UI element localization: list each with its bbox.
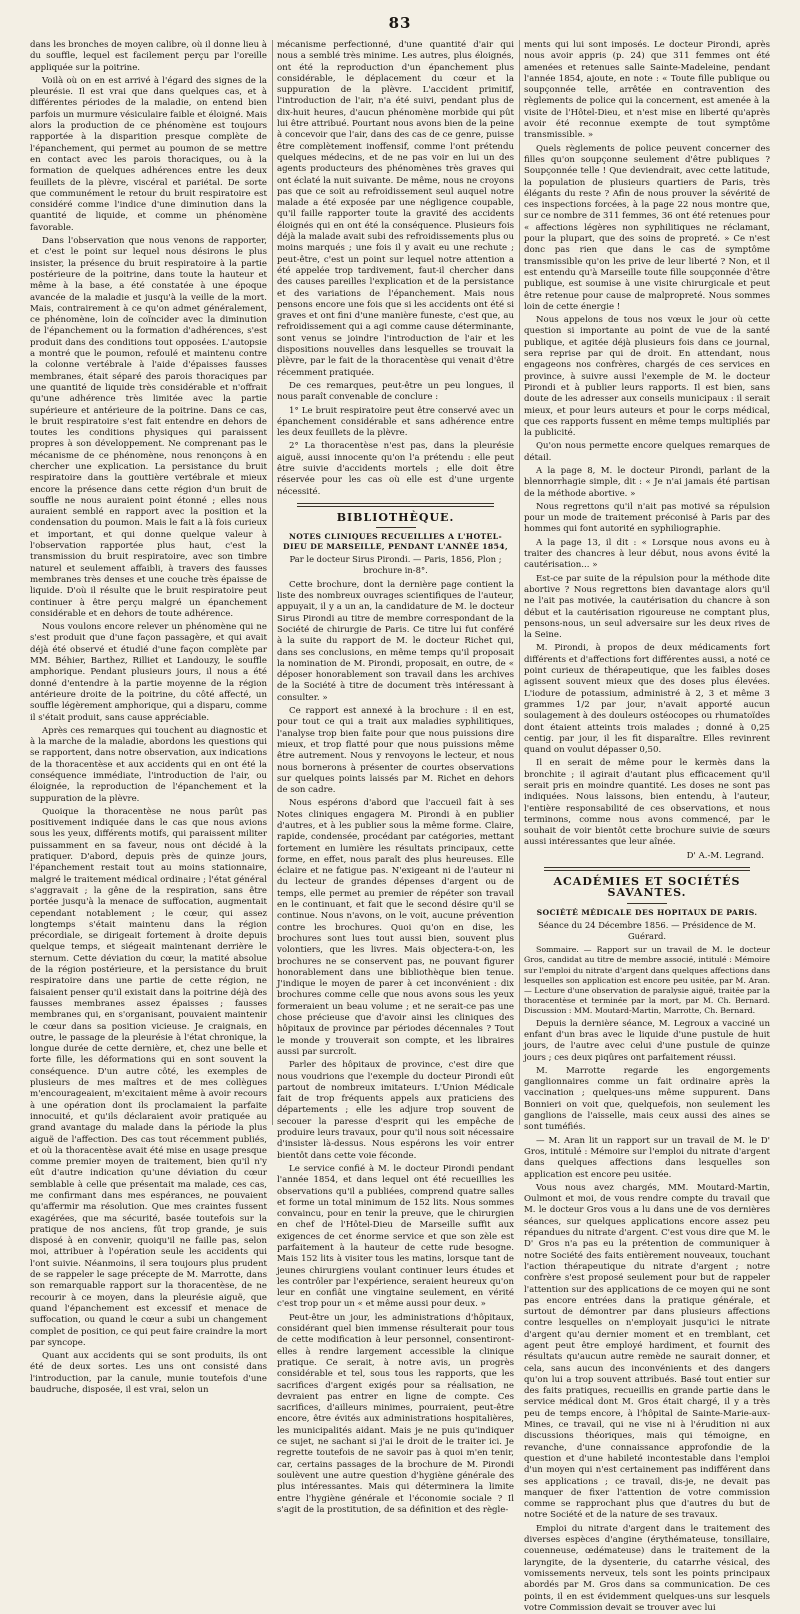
column-2 (277, 40, 514, 1515)
paragraph: Après ces remarques qui touchent au diagnostic et à la marche de la maladie, abordons les questions qui se rapportent, dans notre observation, aux indications de la thoracentèse et aux accidents qui en ont été la conséquence immédiate, l'introduction de l'air, ou éloignée, la reproduction de l'épanchement et la suppuration de la plèvre. (30, 725, 267, 804)
column-rule (519, 40, 520, 1125)
paragraph: Nous regrettons qu'il n'ait pas motivé sa répulsion pour un mode de traitement préconisé à Paris par des hommes qui font autorité en syphiliographie. (524, 501, 770, 535)
column-1 (30, 40, 267, 1396)
paragraph: Il en serait de même pour le kermès dans la bronchite ; il agirait d'autant plus efficacement qu'il serait pris en moindre quantité. Les doses ne sont pas indiquées. Nous laissons, bien entendu, à l'auteur, l'entière responsabilité de ces observations, et nous terminons, comme nous avons commencé, par le souhait de voir bientôt cette brochure suivie de sœurs aussi intéressantes que leur aînée. (524, 758, 770, 848)
paragraph: Vous nous avez chargés, MM. Moutard-Martin, Oulmont et moi, de vous rendre compte du travail que M. le docteur Gros vous a lu dans une de vos dernières séances, sur quelques applications encore assez peu répandues du nitrate d'argent. C'est vous dire que M. le D' Gros n'a pas eu la prétention de communiquer à notre Société des faits entièrement nouveaux, touchant l'action thérapeutique du nitrate d'argent ; notre confrère s'est proposé seulement pour but de rappeler l'attention sur des applications de ce moyen qui ne sont pas encore entrées dans la pratique générale, et surtout de démontrer par dans plusieurs affections contre lesquelles on n'employait jusqu'ici le nitrate d'argent qu'au dernier moment et en tremblant, cet agent peut être employé hardiment, et fournit des résultats qu'aucun autre remède ne saurait donner, et cela, sans aucun des inconvénients et des dangers qu'on lui a trop souvent attribués. Basé tout entier sur des faits pratiques, recueillis en grande partie dans le service médical dont M. Gros était chargé, il y a très peu de temps encore, à l'hôpital de Sainte-Marie-aux-Mines, ce travail, qui ne vise ni à l'érudition ni aux discussions théoriques, mais qui témoigne, en revanche, d'une connaissance approfondie de la question et d'une habileté incontestable dans l'emploi d'un moyen qui n'est certainement pas indifférent dans ses applications ; ce travail, dis-je, ne devait pas manquer de fixer l'attention de votre commission comme se rapprochant plus que d'autres du but de notre Société et de la nature de ses travaux. (524, 1182, 770, 1521)
society-title: SOCIÉTÉ MÉDICALE DES HOPITAUX DE PARIS. (536, 907, 758, 917)
paragraph: 1° Le bruit respiratoire peut être conservé avec un épanchement considérable et sans adhérence entre les deux feuillets de la plèvre. (277, 405, 514, 439)
title-underline (376, 527, 416, 528)
review-title: NOTES CLINIQUES RECUEILLIES A L'HOTEL-DIEU DE MARSEILLE, PENDANT L'ANNÉE 1854, (283, 532, 508, 552)
paragraph: Qu'on nous permette encore quelques remarques de détail. (524, 441, 770, 463)
paragraph: Le service confié à M. le docteur Pirondi pendant l'année 1854, et dans lequel ont été recueillies les observations qu'il a publiées, comprend quatre salles et forme un total minimum de 152 lits. Nous sommes convaincu, pour en tenir la preuve, que le chirurgien en chef de l'Hôtel-Dieu de Marseille suffit aux exigences de cet énorme service et que son zèle est parfaitement à la hauteur de cette rude besogne. Mais 152 lits à visiter tous les matins, lorsque tant de jeunes chirurgiens voulant continuer leurs études et les contrôler par l'expérience, seraient heureux qu'on leur en confiât une vingtaine seulement, en vérité c'est trop pour un « et même aussi pour deux. » (277, 1163, 514, 1310)
title-underline (627, 903, 667, 904)
section-title-bibliotheque: BIBLIOTHÈQUE. (336, 510, 455, 524)
paragraph: A la page 13, il dit : « Lorsque nous avons eu à traiter des chancres à leur début, nous avons évité la cautérisation... » (524, 537, 770, 571)
paragraph: Quoique la thoracentèse ne nous parût pas positivement indiquée dans le cas que nous avions sous les yeux, différents motifs, qui paraissent militer puissamment en sa faveur, nous ont décidé à la pratiquer. D'abord, depuis près de quinze jours, l'épanchement restait tout au moins stationnaire, malgré le traitement médical ordinaire ; l'état général s'aggravait ; la gêne de la respiration, sans être portée jusqu'à la menace de suffocation, augmentait cependant notablement ; le cœur, qui assez longtemps s'était maintenu dans la région précordiale, se dirigeait fortement à droite depuis quelque temps, et siégeait maintenant derrière le sternum. Cette déviation du cœur, la matité absolue de la région postérieure, et la persistance du bruit respiratoire dans une partie de cette région, ne faisaient penser qu'il existait dans la poitrine déjà des fausses membranes assez épaisses ; fausses membranes qui, en s'organisant, pouvaient maintenir le cœur dans sa position vicieuse. Je craignais, en outre, le passage de la pleurésie à l'état chronique, la longue durée de cette dernière, et, chez une belle et forte fille, les déformations qui en sont souvent la conséquence. D'un autre côté, les exemples de plusieurs de mes maîtres et de mes collègues m'encourageaient, m'excitaient même à avoir recours à une opération dont ils proclamaient la parfaite innocuité, et qu'ils déclaraient avoir pratiquée au grand avantage du malade dans la période la plus aiguë de l'affection. Des cas tout récemment publiés, et où la thoracentèse avait été mise en usage presque comme premier moyen de traitement, bien qu'il n'y eût d'autre indication qu'une déviation du cœur semblable à celle que présentait ma malade, ces cas, me confirmant dans mes espérances, ne pouvaient qu'affermir ma résolution. Que mes craintes fussent exagérées, que ma sécurité, basée toutefois sur la pratique de nos anciens, fût trop grande, je suis disposé à en convenir, quoiqu'il ne faille pas, selon moi, attribuer à l'opération seule les accidents qui l'ont suivie. Néanmoins, il sera toujours plus prudent de se rappeler le sage précepte de M. Marrotte, dans son remarquable rapport sur la thoracentèse, de ne recourir à ce moyen, dans la pleurésie aiguë, que quand l'épanchement est excessif et menace de suffocation, ou quand le cœur a subi un changement complet de position, ce qui peut faire craindre la mort par syncope. (30, 806, 267, 1348)
paragraph: Est-ce par suite de la répulsion pour la méthode dite abortive ? Nous regrettons bien davantage alors qu'il ne l'ait pas motivée, la cautérisation du chancre à son début et la cautérisation rigoureuse ne comptant plus, pensons-nous, un seul adversaire sur les deux rives de la Seine. (524, 573, 770, 641)
review-byline: Par le docteur Sirus Pirondi. — Paris, 1856, Plon ; brochure in-8°. (289, 554, 502, 576)
page-number: 83 (388, 14, 412, 32)
paragraph: 2° La thoracentèse n'est pas, dans la pleurésie aiguë, aussi innocente qu'on l'a prétendu : elle peut être suivie d'accidents mortels ; elle doit être réservée pour les cas où elle est d'une urgente nécessité. (277, 441, 514, 497)
session-line: Séance du 24 Décembre 1856. — Présidence de M. Guérard. (538, 919, 756, 941)
paragraph: ments qui lui sont imposés. Le docteur Pirondi, après nous avoir appris (p. 24) que 311 femmes ont été amenées et retenues salle Sainte-Madeleine, pendant l'année 1854, ajoute, en note : « Toute fille publique ou soupçonnée telle, arrêtée en contravention des règlements de police qui la concernent, est amenée à la visite de l'Hôtel-Dieu, et n'est mise en liberté qu'après avoir été reconnue exempte de tout symptôme transmissible. » (524, 40, 770, 141)
paragraph: Nous espérons d'abord que l'accueil fait à ses Notes cliniques engagera M. Pirondi à en publier d'autres, et à les publier sous la même forme. Claire, rapide, condensée, procédant par catégories, mettant fortement en lumière les résultats principaux, cette forme, en effet, nous paraît des plus heureuses. Elle éclaire et ne fatigue pas. N'exigeant ni de l'auteur ni du lecteur de grandes dépenses d'argent ou de temps, elle permet au premier de répéter son travail en le continuant, et fait que le second désire qu'il se continue. Nous n'avons, on le voit, aucune prévention contre les brochures. Quoi qu'on en dise, les brochures sont lues tout aussi bien, souvent plus volontiers, que les livres. Mais objectera-t-on, les brochures ne se conservent pas, ne pouvant figurer honorablement dans une bibliothèque bien tenue. J'indique le moyen de parer à cet inconvénient : dix brochures comme celle que nous avons sous les yeux formeraient un beau volume ; et ne serait-ce pas une chose précieuse que d'avoir ainsi les cliniques des hôpitaux de province par périodes décennales ? Tout le monde y trouverait son compte, et les libraires aussi par surcroît. (277, 798, 514, 1057)
paragraph: Parler des hôpitaux de province, c'est dire que nous voudrions que l'exemple du docteur Pirondi eût partout de nombreux imitateurs. L'Union Médicale fait de trop fréquents appels aux praticiens des départements ; elle les adjure trop souvent de secouer la paresse d'esprit qui les empêche de produire leurs travaux, pour qu'il nous soit nécessaire d'insister là-dessus. Nous espérons les voir entrer bientôt dans cette voie féconde. (277, 1060, 514, 1161)
paragraph: — M. Aran lit un rapport sur un travail de M. le D' Gros, intitulé : Mémoire sur l'emploi du nitrate d'argent dans quelques affections dans lesquelles son application est encore peu usitée. (524, 1135, 770, 1180)
paragraph: Nous appelons de tous nos vœux le jour où cette question si importante au point de vue de la santé publique, et agitée déjà plusieurs fois dans ce journal, sera reprise par qui de droit. En attendant, nous engageons nos confrères, chargés de ces services en province, à suivre aussi l'exemple de M. le docteur Pirondi et à publier leurs rapports. Il est bien, sans doute de les adresser aux conseils municipaux : il serait mieux, et pour leurs auteurs et pour le corps médical, que ces rapports fussent en même temps multipliés par la publicité. (524, 315, 770, 439)
section-divider (297, 503, 494, 507)
paragraph: dans les bronches de moyen calibre, où il donne lieu à du souffle, lequel est facilement perçu par l'oreille appliquée sur la poitrine. (30, 40, 267, 73)
paragraph: Emploi du nitrate d'argent dans le traitement des diverses espèces d'angine (érythémateuse, tonsillaire, couenneuse, œdémateuse) dans le traitement de la laryngite, de la dysenterie, du catarrhe vésical, des vomissements nerveux, tels sont les points principaux abordés par M. Gros dans sa communication. De ces points, il en est évidemment quelques-uns sur lesquels votre Commission devait se trouver avec lui (524, 1523, 770, 1613)
session-summary: Sommaire. — Rapport sur un travail de M. le docteur Gros, candidat au titre de membre associé, intitulé : Mémoire sur l'emploi du nitrate d'argent dans quelques affections dans lesquelles son application est encore peu usitée, par M. Aran. — Lecture d'une observation de paralysie aiguë, traitée par la thoracentèse et terminée par la mort, par M. Ch. Bernard. Discussion : MM. Moutard-Martin, Marrotte, Ch. Bernard. (524, 945, 770, 1016)
column-rule (272, 40, 273, 1125)
paragraph: Quant aux accidents qui se sont produits, ils ont été de deux sortes. Les uns ont consisté dans l'introduction, par la canule, munie toutefois d'une baudruche, disposée, il est vrai, selon un (30, 1351, 267, 1396)
paragraph: Depuis la dernière séance, M. Legroux a vacciné un enfant d'un bras avec le liquide d'une pustule de huit jours, de l'autre avec celui d'une pustule de quinze jours ; ces deux piqûres ont parfaitement réussi. (524, 1018, 770, 1063)
section-title-academies: ACADÉMIES ET SOCIÉTÉS SAVANTES. (553, 875, 741, 900)
paragraph: mécanisme perfectionné, d'une quantité d'air qui nous a semblé très minime. Les autres, plus éloignés, ont été la reproduction d'un épanchement plus considérable, le déplacement du cœur et la suppuration de la plèvre. L'accident primitif, l'introduction de l'air, n'a été suivi, pendant plus de dix-huit heures, d'aucun phénomène morbide qui pût lui être attribué. Pourtant nous avons bien de la peine à concevoir que l'air, dans des cas de ce genre, puisse être complètement inoffensif, comme l'ont prétendu quelques médecins, et de ne pas voir en lui un des agents producteurs des phénomènes très graves qui ont éclaté la nuit suivante. De même, nous ne croyons pas que ce soit au refroidissement seul auquel notre malade a été exposée par une négligence coupable, qu'il faille rapporter toute la gravité des accidents éloignés qui en ont été la conséquence. Plusieurs fois déjà la malade avait subi des refroidissements plus ou moins marqués ; une fois il y avait eu une rechute ; peut-être, c'est un point sur lequel notre attention a été appelée trop tardivement, faut-il chercher dans des causes pareilles l'explication et de la persistance et des variations de l'épanchement. Mais nous pensons encore une fois que si les accidents ont été si graves et ont fini d'une manière funeste, c'est que, au refroidissement qui a agi comme cause déterminante, sont venus se joindre l'introduction de l'air et les dispositions nouvelles dans lesquelles se trouvait la plèvre, par le fait de la thoracentèse qui venait d'être récemment pratiquée. (277, 40, 514, 378)
paragraph: Ce rapport est annexé à la brochure : il en est, pour tout ce qui a trait aux maladies syphilitiques, l'analyse trop bien faite pour que nous puissions dire mieux, et trop flatté pour que nous puissions même être autrement. Nous y renvoyons le lecteur, et nous nous bornerons à présenter de courtes observations sur quelques points laissés par M. Richet en dehors de son cadre. (277, 706, 514, 796)
paragraph: Cette brochure, dont la dernière page contient la liste des nombreux ouvrages scientifiques de l'auteur, appuyait, il y a un an, la candidature de M. le docteur Sirus Pirondi au titre de membre correspondant de la Société de chirurgie de Paris. Ce titre lui fut conféré à la suite du rapport de M. le docteur Richet qui, dans ses conclusions, en même temps qu'il proposait la nomination de M. Pirondi, proposait, en outre, de « déposer honorablement son travail dans les archives de la Société à titre de document très intéressant à consulter. » (277, 579, 514, 703)
paragraph: Voilà où on en est arrivé à l'égard des signes de la pleurésie. Il est vrai que dans quelques cas, et à différentes périodes de la maladie, on entend bien parfois un murmure vésiculaire faible et éloigné. Mais alors la production de ce phénomène est toujours rapportée à la disparition presque complète de l'épanchement, qui permet au poumon de se mettre en contact avec les parois thoraciques, ou à la formation de quelques adhérences entre les deux feuillets de la plèvre, viscéral et pariétal. De sorte que communément le retour du bruit respiratoire est considéré comme l'indice d'une diminution dans la quantité de liquide, et comme un phénomène favorable. (30, 75, 267, 233)
paragraph: Dans l'observation que nous venons de rapporter, et c'est le point sur lequel nous désirons le plus insister, la présence du bruit respiratoire à la partie postérieure de la poitrine, dans toute la hauteur et même à la base, a été constatée à une époque avancée de la maladie et jusqu'à la veille de la mort. Mais, contrairement à ce qu'on admet généralement, ce phénomène, loin de coïncider avec la diminution de l'épanchement ou la formation d'adhérences, s'est produit dans des conditions tout opposées. L'autopsie a montré que le poumon, refoulé et maintenu contre la colonne vertébrale à l'aide d'épaisses fausses membranes, était séparé des parois thoraciques par une quantité de liquide très considérable et n'offrait qu'une adhérence très limitée avec la partie supérieure et antérieure de la poitrine. Dans ce cas, le bruit respiratoire s'est fait entendre en dehors de toutes les conditions physiques qui paraissent propres à son développement. Ne comprenant pas le mécanisme de ce phénomène, nous renonçons à en chercher une explication. La persistance du bruit respiratoire dans la gouttière vertébrale et mieux encore la présence dans cette région d'un bruit de souffle ne nous auraient point étonné ; elles nous auraient semblé en rapport avec la position et la condensation du poumon. Mais le fait a là fois curieux et important, et qui donne quelque valeur à l'observation rapportée plus haut, c'est la transmission du bruit respiratoire, avec son timbre naturel et seulement affaibli, à travers des fausses membranes très denses et une couche très épaisse de liquide. D'où il résulte que le bruit respiratoire peut continuer à être perçu malgré un épanchement considérable et en dehors de toute adhérence. (30, 236, 267, 619)
paragraph: Quels règlements de police peuvent concerner des filles qu'on soupçonne seulement d'être publiques ? Soupçonnée telle ! Que deviendrait, avec cette latitude, la population de plusieurs quartiers de Paris, très élégants du reste ? Afin de nous prouver la sévérité de ces inspections forcées, à la page 22 nous montre que, sur ce nombre de 311 femmes, 36 ont été retenues pour « affections légères non syphilitiques ne réclamant, pour la plupart, que des soins de propreté. » Ce n'est donc pas rien que dans le cas de symptôme transmissible qu'on les prive de leur liberté ? Non, et il est entendu qu'à Marseille toute fille soupçonnée d'être publique, est soumise à une visite chirurgicale et peut être retenue pour cause de malpropreté. Nous sommes loin de cette énergie ! (524, 143, 770, 312)
paragraph: M. Marrotte regarde les engorgements ganglionnaires comme un fait ordinaire après la vaccination ; quelques-uns même suppurent. Dans Bonnieri on voit que, quelquefois, non seulement les ganglions de l'aisselle, mais ceux aussi des aines se sont tuméfiés. (524, 1065, 770, 1133)
column-3 (524, 40, 770, 1613)
paragraph: Peut-être un jour, les administrations d'hôpitaux, considérant quel bien immense résulterait pour tous de cette modification à leur personnel, consentiront-elles à rendre largement accessible la clinique pratique. Ce serait, à notre avis, un progrès considérable et tel, sous tous les rapports, que les sacrifices d'argent exigés pour sa réalisation, ne devraient pas entrer en ligne de compte. Ces sacrifices, d'ailleurs minimes, pourraient, peut-être encore, être évités aux administrations hospitalières, les municipalités aidant. Mais je ne puis qu'indiquer ce sujet, ne sachant si j'ai le droit de le traiter ici. Je regrette toutefois de ne savoir pas à quoi m'en tenir, car, certains passages de la brochure de M. Pirondi soulèvent une autre question d'hygiène générale des plus intéressantes. Mais qui déterminera la limite entre l'hygiène générale et l'économie sociale ? Il s'agit de la prostitution, de sa définition et des règle- (277, 1312, 514, 1515)
section-divider (544, 867, 750, 871)
paragraph: M. Pirondi, à propos de deux médicaments fort différents et d'affections fort différentes aussi, a noté ce point curieux de thérapeutique, que les faibles doses agissent souvent mieux que des doses plus élevées. L'iodure de potassium, administré à 2, 3 et même 3 grammes 1/2 par jour, n'avait apporté aucun soulagement à des douleurs ostéocopes ou rhumatoïdes dont étaient atteints trois malades ; donné à 0,25 centig. par jour, il les fit disparaître. Elles revinrent quand on voulut dépasser 0,50. (524, 643, 770, 756)
author-signature: D' A.-M. Legrand. (686, 850, 764, 861)
paragraph: De ces remarques, peut-être un peu longues, il nous paraît convenable de conclure : (277, 380, 514, 403)
paragraph: Nous voulons encore relever un phénomène qui ne s'est produit que d'une façon passagère, et qui avait déjà été observé et étudié d'une façon complète par MM. Béhier, Barthez, Rilliet et Landouzy, le souffle amphorique. Pendant plusieurs jours, il nous a été donné d'entendre à la partie moyenne de la région antérieure droite de la poitrine, du côté affecté, un souffle légèrement amphorique, qui a disparu, comme il s'était produit, sans cause appréciable. (30, 622, 267, 723)
paragraph: A la page 8, M. le docteur Pirondi, parlant de la blennorrhagie simple, dit : « Je n'ai jamais été partisan de la méthode abortive. » (524, 465, 770, 499)
